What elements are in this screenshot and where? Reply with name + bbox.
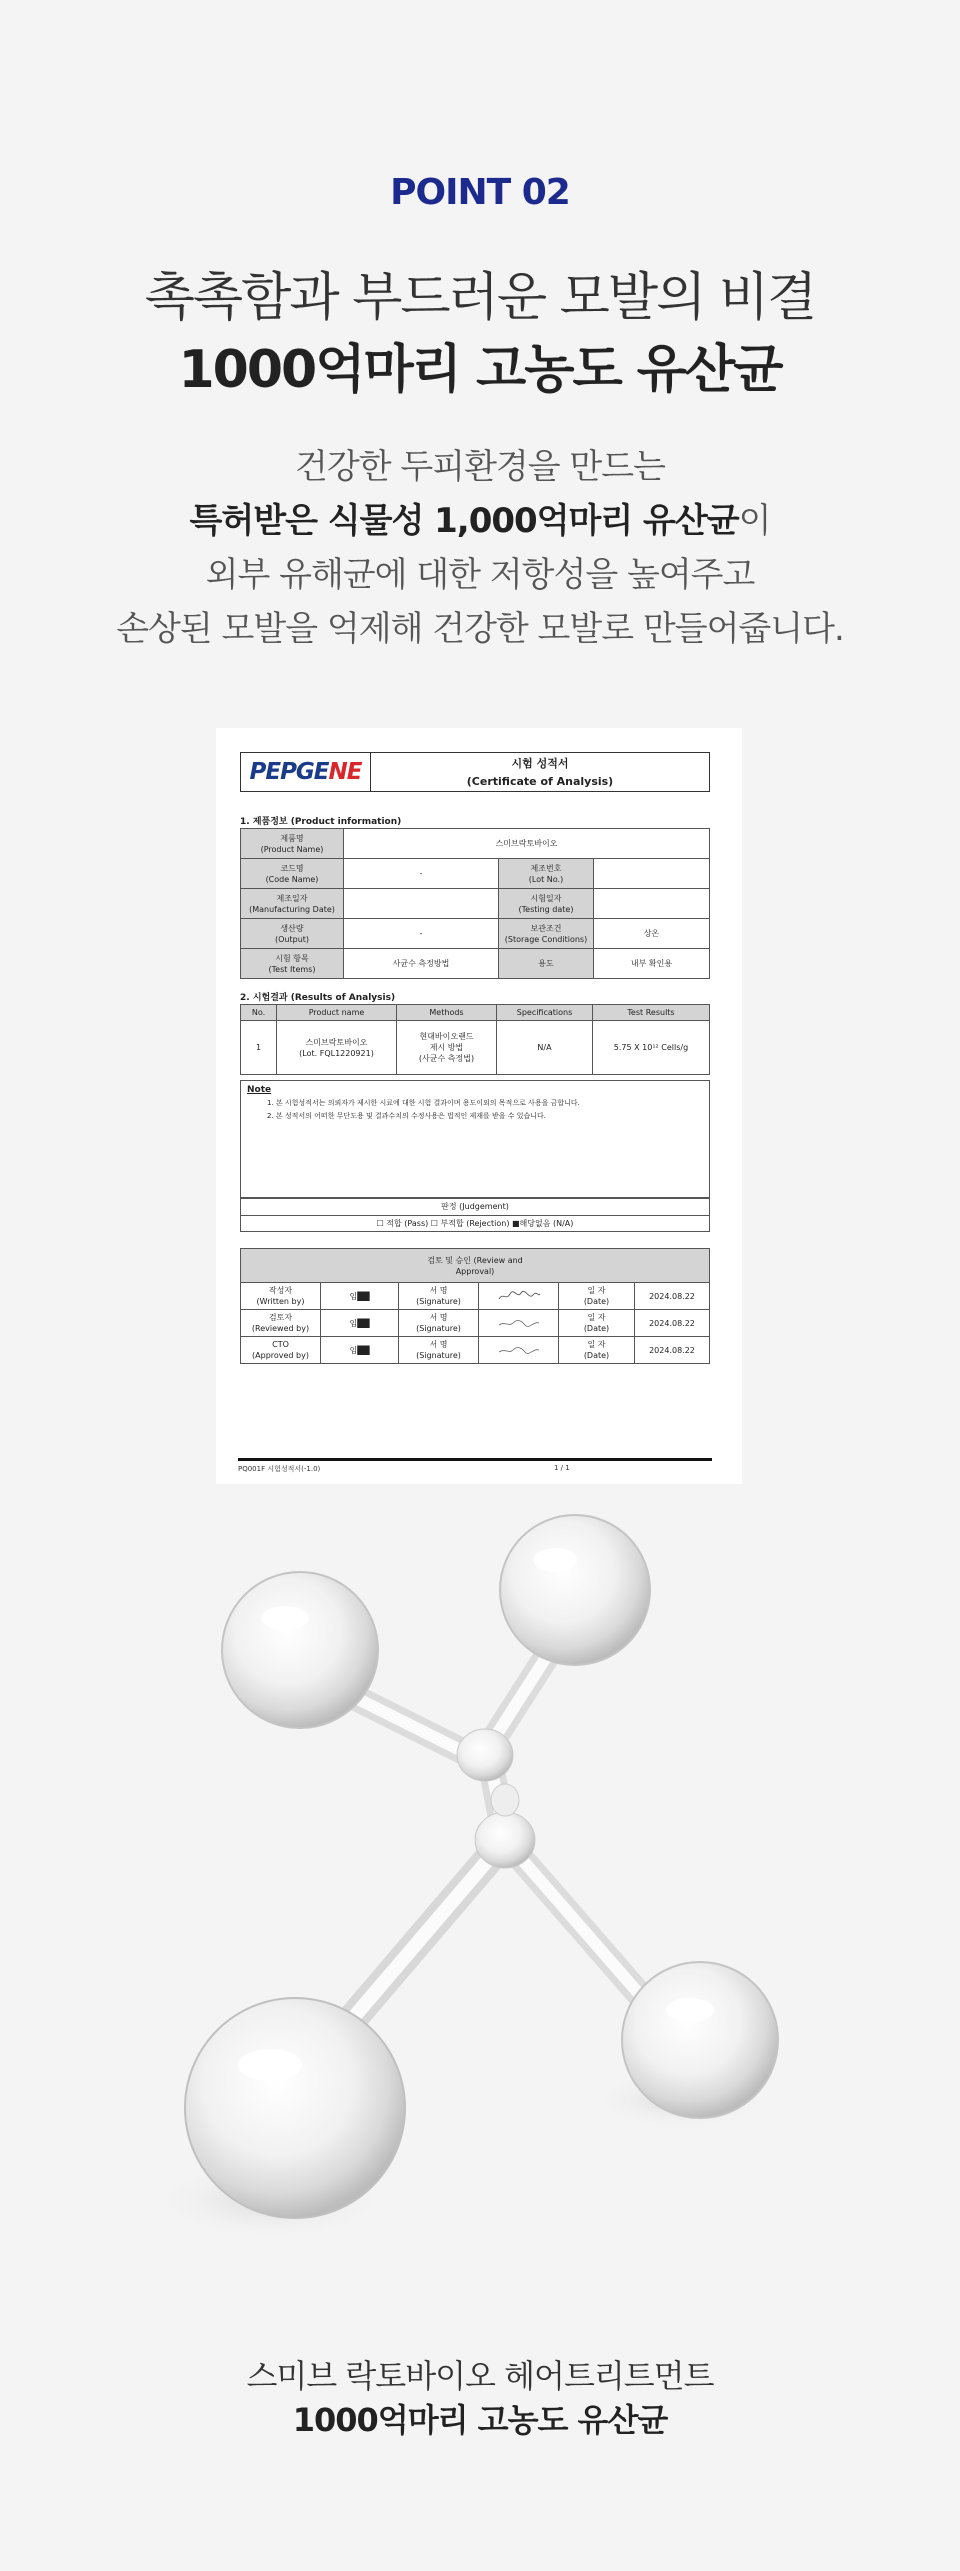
certificate-document (216, 728, 742, 1484)
footer-doc-code: PQ001F 시험성적서(-1.0) (238, 1465, 321, 1473)
description-line2-bold: 특허받은 식물성 1,000억마리 유산균 (189, 501, 739, 541)
description-line1: 건강한 두피환경을 만드는 (295, 447, 665, 487)
review-approval-table: 검토 및 승인 (Review and Approval) 작성자 (Written by) 임██ 서 명 (Signature) 일 자 (Date) 2024.08.22 검토자 (Reviewed by) 임██ 서 명 (Signature) 일 자 (Date) 2024.08.22 CTO (Approved by) 임██ 서 명 (Signature) 일 자 (Date) 2024.08.22 (240, 1248, 710, 1364)
note-box: Note 1. 본 시험성적서는 의뢰자가 제시한 시료에 대한 시험 결과이며 용도이외의 목적으로 사용을 금합니다. 2. 본 성적서의 어떠한 무단도용 및 결과수치의 수정사용은 법적인 제재를 받을 수 있습니다. (240, 1080, 710, 1198)
description-line3: 외부 유해균에 대한 저항성을 높여주고 (205, 555, 755, 595)
caption-line2: 1000억마리 고농도 유산균 (292, 2401, 668, 2439)
certificate-title: 시험 성적서 (Certificate of Analysis) (466, 757, 614, 788)
caption-line1: 스미브 락토바이오 헤어트리트먼트 (246, 2357, 714, 2395)
description (0, 440, 960, 656)
results-table: No. Product name Methods Specifications Test Results 1 스미브락토바이오 (Lot. FQL1220921) 현대바이오랜드 제시 방법 (사균수 측정법) N/A 5.75 X 10¹² Cells/g (240, 1004, 710, 1075)
description-line4: 손상된 모발을 억제해 건강한 모발로 만들어줍니다. (116, 609, 844, 649)
description-line2-rest: 이 (738, 501, 771, 541)
pepgene-logo: PEPGE NE (241, 753, 371, 791)
section2-title: 2. 시험결과 (Results of Analysis) (240, 993, 396, 1003)
point-label: POINT 02 (390, 172, 570, 213)
headline (0, 262, 960, 406)
headline-line1: 촉촉함과 부드러운 모발의 비결 (144, 268, 816, 328)
footer-page-number: 1 / 1 (554, 1464, 570, 1472)
section1-title: 1. 제품정보 (Product information) (240, 817, 402, 827)
caption (0, 2354, 960, 2442)
description-line2 (0, 494, 960, 548)
signature-3 (497, 1344, 541, 1356)
judgement-box: 판정 (Judgement) ☐ 적합 (Pass) ☐ 부적합 (Rejection) ■해당없음 (N/A) (240, 1198, 710, 1232)
glass-molecule-illustration (0, 1500, 960, 2340)
footer-rule (238, 1458, 712, 1461)
signature-1 (497, 1290, 541, 1302)
headline-line2: 1000억마리 고농도 유산균 (178, 340, 782, 400)
product-info-table: 제품명 (Product Name) 스미브락토바이오 코드명 (Code Name) - 제조번호 (Lot No.) 제조일자 (Manufacturing Date) 시험일자 (Testing date) 생산량 (Output) - 보관조건 (Storage Conditions) 상온 시험 항목 (Test Items) 사균수 측정방법 용도 내부 확인용 (240, 828, 710, 979)
signature-2 (497, 1317, 541, 1329)
certificate-header (240, 752, 710, 792)
